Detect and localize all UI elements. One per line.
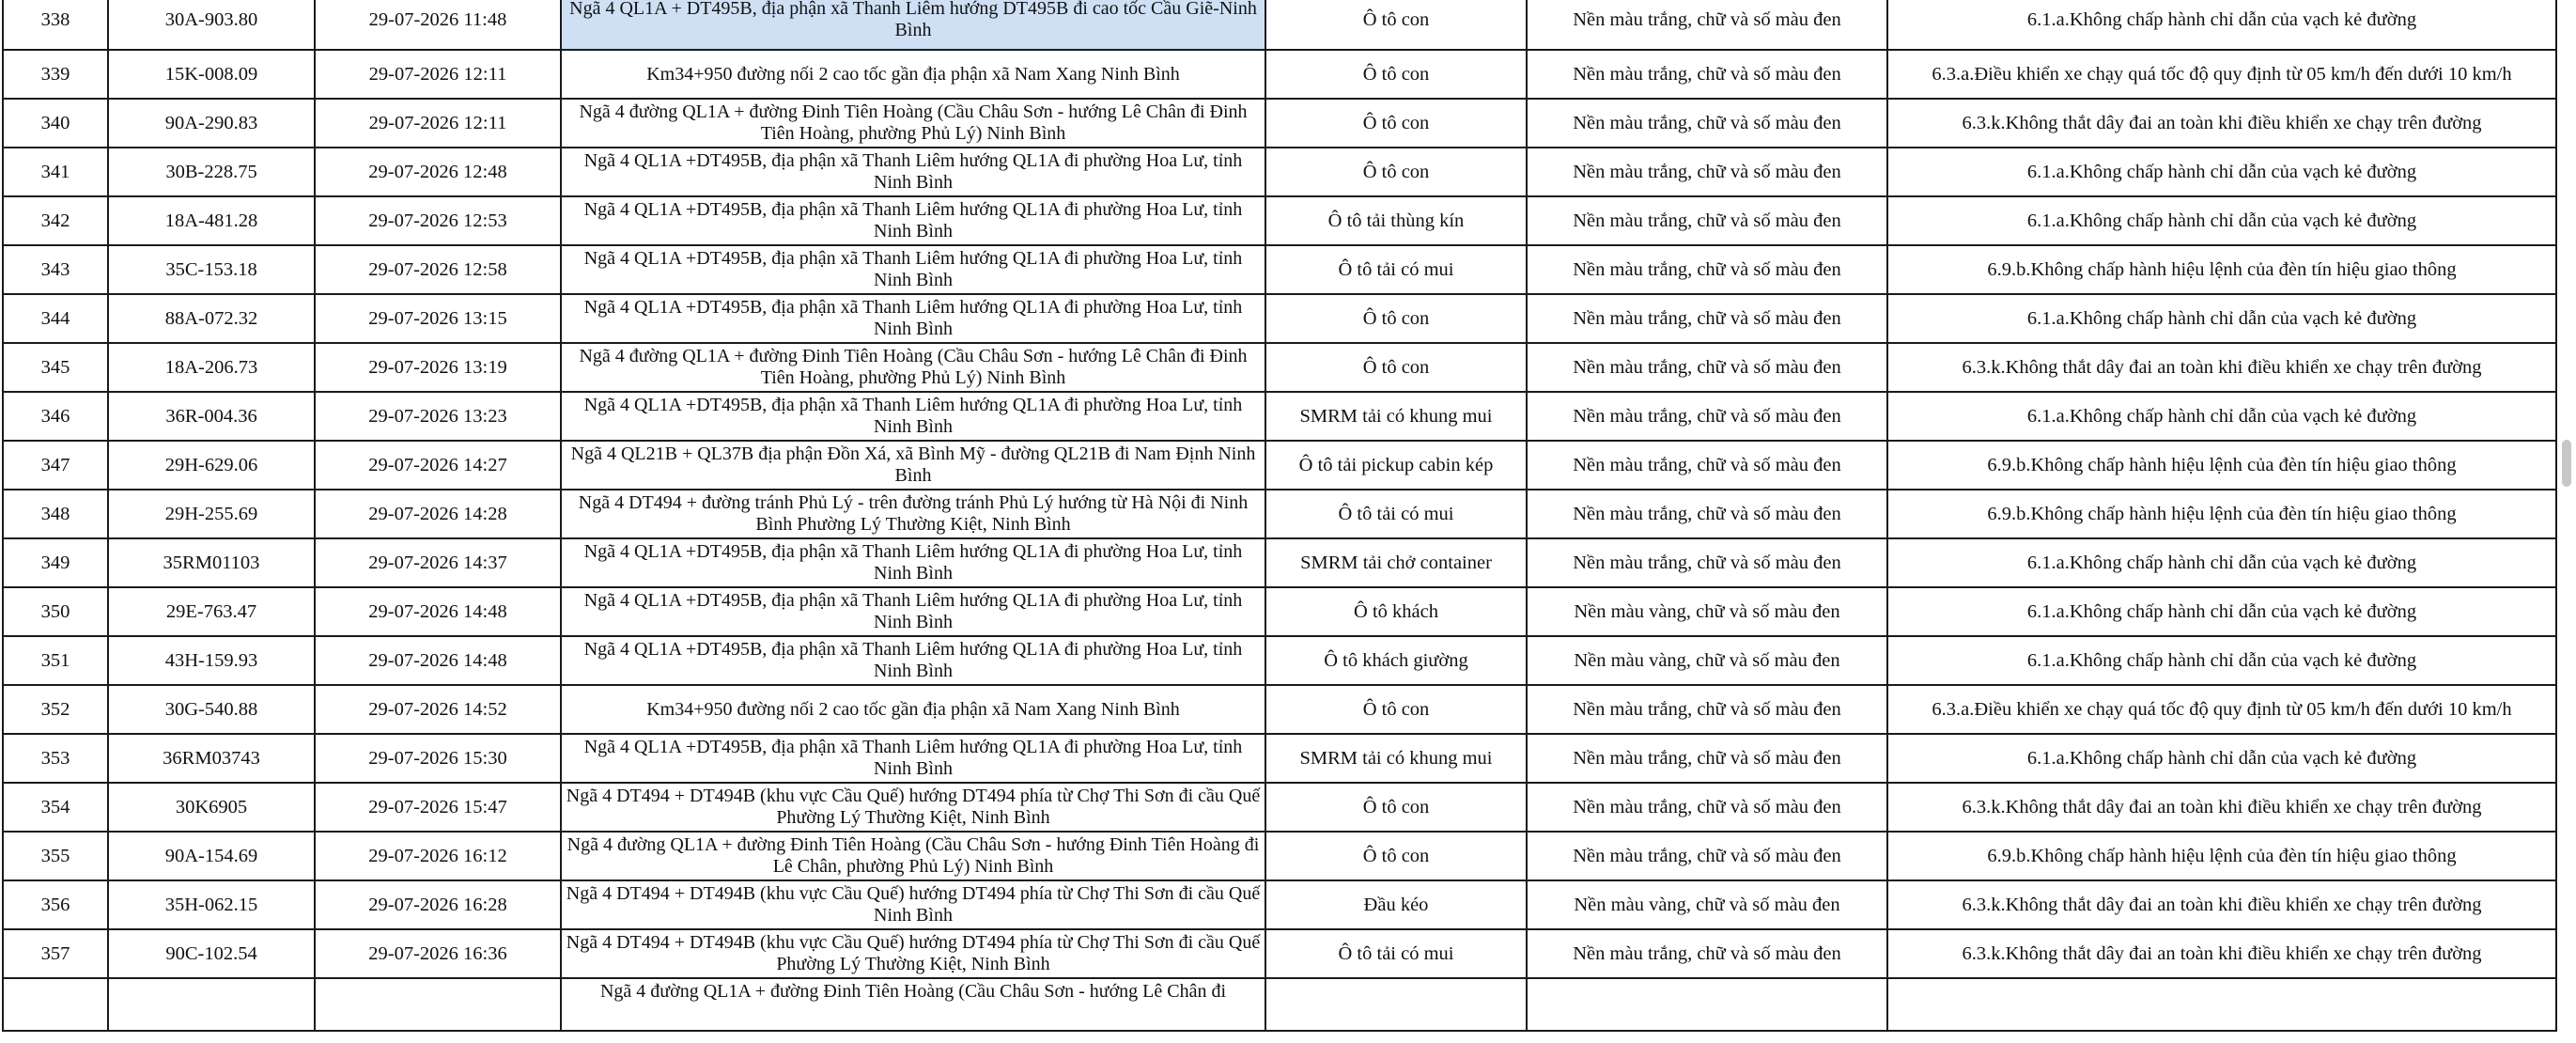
plate-color-cell[interactable]: Nền màu trắng, chữ và số màu đen <box>1527 148 1887 196</box>
table-row[interactable] <box>3 734 2556 783</box>
location-cell[interactable]: Ngã 4 đường QL1A + đường Đinh Tiên Hoàng (Cầu Châu Sơn - hướng Lê Chân đi Đinh Tiên Hoàng, phường Phủ Lý) Ninh Bình <box>561 99 1265 148</box>
license-plate-cell[interactable]: 18A-481.28 <box>108 196 315 245</box>
vehicle-type-cell[interactable]: SMRM tải chở container <box>1265 538 1527 587</box>
location-cell[interactable]: Ngã 4 DT494 + DT494B (khu vực Cầu Quế) hướng DT494 phía từ Chợ Thi Sơn đi cầu Quế Phường Lý Thường Kiệt, Ninh Bình <box>561 929 1265 978</box>
violation-time-cell[interactable]: 29-07-2026 11:48 <box>315 0 561 50</box>
vehicle-type-cell[interactable]: Ô tô tải pickup cabin kép <box>1265 441 1527 490</box>
location-cell[interactable]: Ngã 4 QL1A +DT495B, địa phận xã Thanh Liêm hướng QL1A đi phường Hoa Lư, tỉnh Ninh Bình <box>561 392 1265 441</box>
license-plate-cell[interactable]: 36RM03743 <box>108 734 315 783</box>
violation-cell[interactable]: 6.9.b.Không chấp hành hiệu lệnh của đèn tín hiệu giao thông <box>1887 490 2556 538</box>
violation-cell[interactable]: 6.1.a.Không chấp hành chỉ dẫn của vạch kẻ đường <box>1887 538 2556 587</box>
license-plate-cell[interactable]: 90A-290.83 <box>108 99 315 148</box>
plate-color-cell[interactable]: Nền màu vàng, chữ và số màu đen <box>1527 880 1887 929</box>
vehicle-type-cell[interactable]: Ô tô con <box>1265 783 1527 832</box>
vehicle-type-cell[interactable]: Ô tô tải có mui <box>1265 245 1527 294</box>
row-number-cell[interactable]: 357 <box>3 929 108 978</box>
violation-cell[interactable]: 6.9.b.Không chấp hành hiệu lệnh của đèn tín hiệu giao thông <box>1887 832 2556 880</box>
license-plate-cell[interactable]: 35C-153.18 <box>108 245 315 294</box>
plate-color-cell[interactable]: Nền màu trắng, chữ và số màu đen <box>1527 441 1887 490</box>
violation-time-cell[interactable]: 29-07-2026 12:58 <box>315 245 561 294</box>
violation-cell[interactable]: 6.1.a.Không chấp hành chỉ dẫn của vạch kẻ đường <box>1887 392 2556 441</box>
plate-color-cell[interactable]: Nền màu trắng, chữ và số màu đen <box>1527 196 1887 245</box>
violation-cell[interactable]: 6.1.a.Không chấp hành chỉ dẫn của vạch kẻ đường <box>1887 734 2556 783</box>
violation-time-cell[interactable]: 29-07-2026 14:28 <box>315 490 561 538</box>
license-plate-cell[interactable]: 35RM01103 <box>108 538 315 587</box>
row-number-cell[interactable]: 356 <box>3 880 108 929</box>
violation-cell[interactable] <box>1887 978 2556 1031</box>
violation-cell[interactable]: 6.9.b.Không chấp hành hiệu lệnh của đèn tín hiệu giao thông <box>1887 245 2556 294</box>
scrollbar-thumb[interactable] <box>2562 440 2571 487</box>
location-cell[interactable]: Ngã 4 QL1A +DT495B, địa phận xã Thanh Liêm hướng QL1A đi phường Hoa Lư, tỉnh Ninh Bình <box>561 245 1265 294</box>
vehicle-type-cell[interactable]: Ô tô khách giường <box>1265 636 1527 685</box>
table-row[interactable] <box>3 587 2556 636</box>
vehicle-type-cell[interactable]: Ô tô con <box>1265 0 1527 50</box>
plate-color-cell[interactable]: Nền màu trắng, chữ và số màu đen <box>1527 929 1887 978</box>
location-cell[interactable]: Ngã 4 QL1A +DT495B, địa phận xã Thanh Liêm hướng QL1A đi phường Hoa Lư, tỉnh Ninh Bình <box>561 587 1265 636</box>
plate-color-cell[interactable]: Nền màu trắng, chữ và số màu đen <box>1527 490 1887 538</box>
violation-time-cell[interactable]: 29-07-2026 12:53 <box>315 196 561 245</box>
vehicle-type-cell[interactable]: Ô tô con <box>1265 832 1527 880</box>
violation-time-cell[interactable]: 29-07-2026 16:36 <box>315 929 561 978</box>
table-row[interactable] <box>3 441 2556 490</box>
table-row[interactable] <box>3 832 2556 880</box>
table-row[interactable] <box>3 880 2556 929</box>
license-plate-cell[interactable]: 15K-008.09 <box>108 50 315 99</box>
license-plate-cell[interactable]: 29H-629.06 <box>108 441 315 490</box>
violation-time-cell[interactable]: 29-07-2026 12:11 <box>315 50 561 99</box>
row-number-cell[interactable]: 340 <box>3 99 108 148</box>
table-row[interactable] <box>3 538 2556 587</box>
table-row[interactable] <box>3 636 2556 685</box>
vehicle-type-cell[interactable] <box>1265 978 1527 1031</box>
plate-color-cell[interactable]: Nền màu trắng, chữ và số màu đen <box>1527 832 1887 880</box>
vehicle-type-cell[interactable]: Ô tô tải thùng kín <box>1265 196 1527 245</box>
table-row[interactable] <box>3 196 2556 245</box>
table-row[interactable] <box>3 490 2556 538</box>
table-row[interactable] <box>3 392 2556 441</box>
vehicle-type-cell[interactable]: Ô tô con <box>1265 294 1527 343</box>
plate-color-cell[interactable] <box>1527 978 1887 1031</box>
violation-time-cell[interactable]: 29-07-2026 13:15 <box>315 294 561 343</box>
violation-time-cell[interactable]: 29-07-2026 12:48 <box>315 148 561 196</box>
violation-time-cell[interactable]: 29-07-2026 15:47 <box>315 783 561 832</box>
table-row[interactable] <box>3 783 2556 832</box>
row-number-cell[interactable]: 346 <box>3 392 108 441</box>
table-row[interactable] <box>3 50 2556 99</box>
table-row[interactable] <box>3 99 2556 148</box>
vehicle-type-cell[interactable]: Ô tô khách <box>1265 587 1527 636</box>
plate-color-cell[interactable]: Nền màu trắng, chữ và số màu đen <box>1527 0 1887 50</box>
plate-color-cell[interactable]: Nền màu trắng, chữ và số màu đen <box>1527 99 1887 148</box>
table-row[interactable] <box>3 343 2556 392</box>
violation-cell[interactable]: 6.1.a.Không chấp hành chỉ dẫn của vạch kẻ đường <box>1887 294 2556 343</box>
violation-time-cell[interactable]: 29-07-2026 16:12 <box>315 832 561 880</box>
plate-color-cell[interactable]: Nền màu trắng, chữ và số màu đen <box>1527 343 1887 392</box>
license-plate-cell[interactable]: 30G-540.88 <box>108 685 315 734</box>
row-number-cell[interactable]: 353 <box>3 734 108 783</box>
location-cell[interactable]: Ngã 4 QL1A +DT495B, địa phận xã Thanh Liêm hướng QL1A đi phường Hoa Lư, tỉnh Ninh Bình <box>561 734 1265 783</box>
location-cell[interactable]: Km34+950 đường nối 2 cao tốc gần địa phận xã Nam Xang Ninh Bình <box>561 50 1265 99</box>
row-number-cell[interactable]: 348 <box>3 490 108 538</box>
location-cell[interactable]: Ngã 4 đường QL1A + đường Đinh Tiên Hoàng (Cầu Châu Sơn - hướng Lê Chân đi <box>561 978 1265 1031</box>
license-plate-cell[interactable]: 35H-062.15 <box>108 880 315 929</box>
license-plate-cell[interactable]: 43H-159.93 <box>108 636 315 685</box>
violation-time-cell[interactable]: 29-07-2026 13:23 <box>315 392 561 441</box>
violation-cell[interactable]: 6.1.a.Không chấp hành chỉ dẫn của vạch kẻ đường <box>1887 587 2556 636</box>
violations-table <box>2 0 2557 1032</box>
table-row[interactable] <box>3 978 2556 1031</box>
violation-time-cell[interactable]: 29-07-2026 13:19 <box>315 343 561 392</box>
violation-time-cell[interactable]: 29-07-2026 14:48 <box>315 636 561 685</box>
vehicle-type-cell[interactable]: SMRM tải có khung mui <box>1265 392 1527 441</box>
row-number-cell[interactable]: 349 <box>3 538 108 587</box>
vehicle-type-cell[interactable]: Ô tô tải có mui <box>1265 490 1527 538</box>
plate-color-cell[interactable]: Nền màu trắng, chữ và số màu đen <box>1527 50 1887 99</box>
license-plate-cell[interactable]: 30B-228.75 <box>108 148 315 196</box>
violation-time-cell[interactable]: 29-07-2026 14:27 <box>315 441 561 490</box>
table-row[interactable] <box>3 294 2556 343</box>
row-number-cell[interactable]: 338 <box>3 0 108 50</box>
row-number-cell[interactable]: 339 <box>3 50 108 99</box>
violation-time-cell[interactable]: 29-07-2026 14:48 <box>315 587 561 636</box>
row-number-cell[interactable]: 345 <box>3 343 108 392</box>
table-row[interactable] <box>3 929 2556 978</box>
violation-cell[interactable]: 6.3.k.Không thắt dây đai an toàn khi điều khiển xe chạy trên đường <box>1887 99 2556 148</box>
vehicle-type-cell[interactable]: Ô tô con <box>1265 148 1527 196</box>
vehicle-type-cell[interactable]: Đầu kéo <box>1265 880 1527 929</box>
plate-color-cell[interactable]: Nền màu trắng, chữ và số màu đen <box>1527 294 1887 343</box>
license-plate-cell[interactable]: 36R-004.36 <box>108 392 315 441</box>
row-number-cell[interactable]: 354 <box>3 783 108 832</box>
license-plate-cell[interactable] <box>108 978 315 1031</box>
location-cell[interactable]: Ngã 4 QL1A +DT495B, địa phận xã Thanh Liêm hướng QL1A đi phường Hoa Lư, tỉnh Ninh Bình <box>561 148 1265 196</box>
plate-color-cell[interactable]: Nền màu trắng, chữ và số màu đen <box>1527 685 1887 734</box>
violation-time-cell[interactable] <box>315 978 561 1031</box>
table-body <box>3 0 2556 1031</box>
row-number-cell[interactable]: 347 <box>3 441 108 490</box>
vehicle-type-cell[interactable]: Ô tô con <box>1265 343 1527 392</box>
license-plate-cell[interactable]: 90C-102.54 <box>108 929 315 978</box>
location-cell[interactable]: Km34+950 đường nối 2 cao tốc gần địa phận xã Nam Xang Ninh Bình <box>561 685 1265 734</box>
table-row[interactable] <box>3 0 2556 50</box>
row-number-cell[interactable]: 351 <box>3 636 108 685</box>
location-cell[interactable]: Ngã 4 DT494 + DT494B (khu vực Cầu Quế) hướng DT494 phía từ Chợ Thi Sơn đi cầu Quế Ninh Bình <box>561 880 1265 929</box>
violation-cell[interactable]: 6.1.a.Không chấp hành chỉ dẫn của vạch kẻ đường <box>1887 148 2556 196</box>
violation-cell[interactable]: 6.3.a.Điều khiển xe chạy quá tốc độ quy định từ 05 km/h đến dưới 10 km/h <box>1887 685 2556 734</box>
violation-cell[interactable]: 6.1.a.Không chấp hành chỉ dẫn của vạch kẻ đường <box>1887 636 2556 685</box>
violation-cell[interactable]: 6.3.k.Không thắt dây đai an toàn khi điều khiển xe chạy trên đường <box>1887 929 2556 978</box>
violation-time-cell[interactable]: 29-07-2026 14:37 <box>315 538 561 587</box>
row-number-cell[interactable]: 344 <box>3 294 108 343</box>
row-number-cell[interactable]: 343 <box>3 245 108 294</box>
violation-time-cell[interactable]: 29-07-2026 12:11 <box>315 99 561 148</box>
location-cell[interactable]: Ngã 4 DT494 + DT494B (khu vực Cầu Quế) hướng DT494 phía từ Chợ Thi Sơn đi cầu Quế Phường Lý Thường Kiệt, Ninh Bình <box>561 783 1265 832</box>
row-number-cell[interactable]: 355 <box>3 832 108 880</box>
violation-time-cell[interactable]: 29-07-2026 15:30 <box>315 734 561 783</box>
violation-cell[interactable]: 6.3.k.Không thắt dây đai an toàn khi điều khiển xe chạy trên đường <box>1887 343 2556 392</box>
plate-color-cell[interactable]: Nền màu trắng, chữ và số màu đen <box>1527 245 1887 294</box>
location-cell[interactable]: Ngã 4 DT494 + đường tránh Phủ Lý - trên đường tránh Phủ Lý hướng từ Hà Nội đi Ninh Bình Phường Lý Thường Kiệt, Ninh Bình <box>561 490 1265 538</box>
license-plate-cell[interactable]: 30A-903.80 <box>108 0 315 50</box>
violation-time-cell[interactable]: 29-07-2026 14:52 <box>315 685 561 734</box>
plate-color-cell[interactable]: Nền màu vàng, chữ và số màu đen <box>1527 636 1887 685</box>
license-plate-cell[interactable]: 88A-072.32 <box>108 294 315 343</box>
violation-cell[interactable]: 6.3.k.Không thắt dây đai an toàn khi điều khiển xe chạy trên đường <box>1887 880 2556 929</box>
plate-color-cell[interactable]: Nền màu trắng, chữ và số màu đen <box>1527 392 1887 441</box>
vehicle-type-cell[interactable]: Ô tô con <box>1265 685 1527 734</box>
vehicle-type-cell[interactable]: Ô tô con <box>1265 99 1527 148</box>
table-row[interactable] <box>3 685 2556 734</box>
location-cell[interactable]: Ngã 4 đường QL1A + đường Đinh Tiên Hoàng (Cầu Châu Sơn - hướng Đinh Tiên Hoàng đi Lê Chân, phường Phủ Lý) Ninh Bình <box>561 832 1265 880</box>
license-plate-cell[interactable]: 29E-763.47 <box>108 587 315 636</box>
location-cell[interactable]: Ngã 4 QL21B + QL37B địa phận Đồn Xá, xã Bình Mỹ - đường QL21B đi Nam Định Ninh Bình <box>561 441 1265 490</box>
vehicle-type-cell[interactable]: SMRM tải có khung mui <box>1265 734 1527 783</box>
location-cell[interactable]: Ngã 4 QL1A +DT495B, địa phận xã Thanh Liêm hướng QL1A đi phường Hoa Lư, tỉnh Ninh Bình <box>561 538 1265 587</box>
license-plate-cell[interactable]: 29H-255.69 <box>108 490 315 538</box>
license-plate-cell[interactable]: 18A-206.73 <box>108 343 315 392</box>
violation-time-cell[interactable]: 29-07-2026 16:28 <box>315 880 561 929</box>
license-plate-cell[interactable]: 30K6905 <box>108 783 315 832</box>
violation-cell[interactable]: 6.1.a.Không chấp hành chỉ dẫn của vạch kẻ đường <box>1887 0 2556 50</box>
vehicle-type-cell[interactable]: Ô tô tải có mui <box>1265 929 1527 978</box>
plate-color-cell[interactable]: Nền màu vàng, chữ và số màu đen <box>1527 587 1887 636</box>
violation-cell[interactable]: 6.3.k.Không thắt dây đai an toàn khi điều khiển xe chạy trên đường <box>1887 783 2556 832</box>
license-plate-cell[interactable]: 90A-154.69 <box>108 832 315 880</box>
table-row[interactable] <box>3 245 2556 294</box>
table-row[interactable] <box>3 148 2556 196</box>
location-cell[interactable]: Ngã 4 đường QL1A + đường Đinh Tiên Hoàng (Cầu Châu Sơn - hướng Lê Chân đi Đinh Tiên Hoàng, phường Phủ Lý) Ninh Bình <box>561 343 1265 392</box>
vertical-scrollbar[interactable] <box>2557 0 2576 1043</box>
row-number-cell[interactable]: 352 <box>3 685 108 734</box>
plate-color-cell[interactable]: Nền màu trắng, chữ và số màu đen <box>1527 734 1887 783</box>
violation-cell[interactable]: 6.1.a.Không chấp hành chỉ dẫn của vạch kẻ đường <box>1887 196 2556 245</box>
violation-cell[interactable]: 6.3.a.Điều khiển xe chạy quá tốc độ quy định từ 05 km/h đến dưới 10 km/h <box>1887 50 2556 99</box>
location-cell[interactable]: Ngã 4 QL1A +DT495B, địa phận xã Thanh Liêm hướng QL1A đi phường Hoa Lư, tỉnh Ninh Bình <box>561 294 1265 343</box>
location-cell[interactable]: Ngã 4 QL1A +DT495B, địa phận xã Thanh Liêm hướng QL1A đi phường Hoa Lư, tỉnh Ninh Bình <box>561 636 1265 685</box>
row-number-cell[interactable]: 350 <box>3 587 108 636</box>
violation-cell[interactable]: 6.9.b.Không chấp hành hiệu lệnh của đèn tín hiệu giao thông <box>1887 441 2556 490</box>
row-number-cell[interactable] <box>3 978 108 1031</box>
plate-color-cell[interactable]: Nền màu trắng, chữ và số màu đen <box>1527 783 1887 832</box>
row-number-cell[interactable]: 341 <box>3 148 108 196</box>
row-number-cell[interactable]: 342 <box>3 196 108 245</box>
location-cell[interactable]: Ngã 4 QL1A + DT495B, địa phận xã Thanh Liêm hướng DT495B đi cao tốc Cầu Giẽ-Ninh Bình <box>561 0 1265 50</box>
location-cell[interactable]: Ngã 4 QL1A +DT495B, địa phận xã Thanh Liêm hướng QL1A đi phường Hoa Lư, tỉnh Ninh Bình <box>561 196 1265 245</box>
plate-color-cell[interactable]: Nền màu trắng, chữ và số màu đen <box>1527 538 1887 587</box>
vehicle-type-cell[interactable]: Ô tô con <box>1265 50 1527 99</box>
